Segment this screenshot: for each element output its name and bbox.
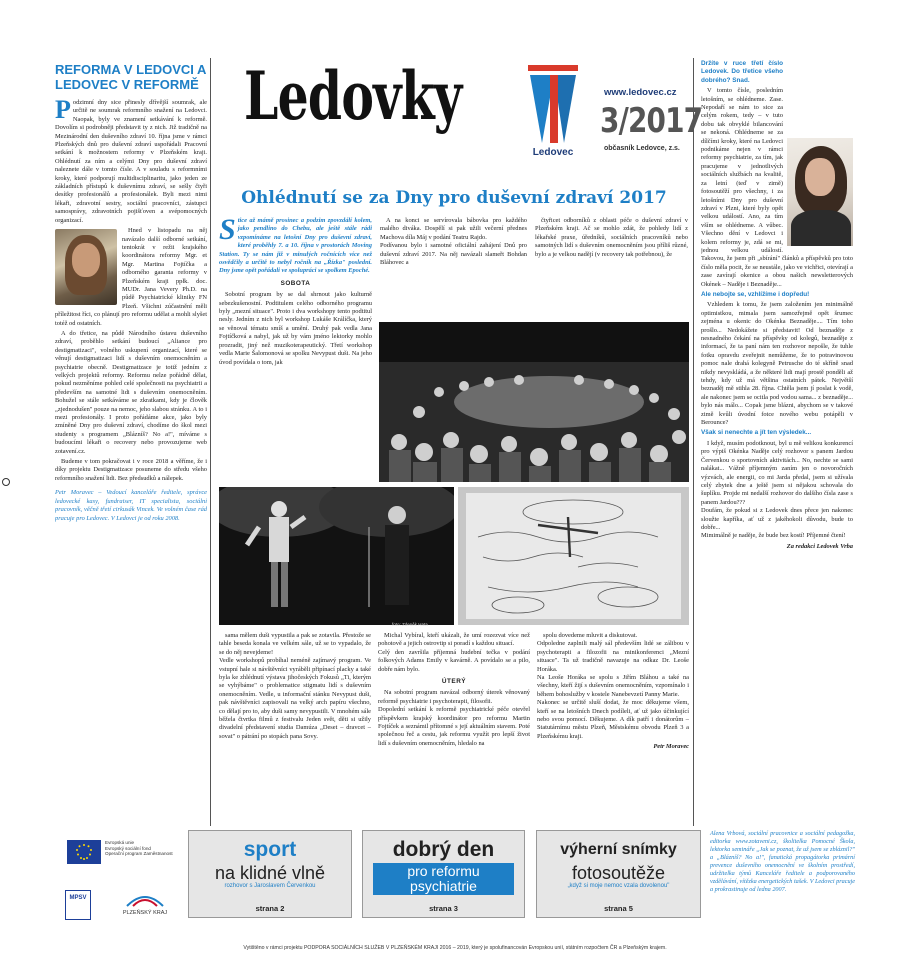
right-column: [701, 58, 853, 828]
article-column-5: [378, 632, 530, 824]
article-intro: tice až mámě prosinec a podzim zpovzdálí kolem, jako pendlino do Chebu, ale ještě stále rádi vzpomínáme na letošní Dny pro duševní zdraví, které proběhly 7. a 10. října v prostorách Moving Station. Ty se nám již v minulých ročnících více než osvědčily a určitě to nebyl ročník na „Řízka" poslední. Dny jsme opět pořádali ve spolupráci se spolkem Epoché.: [219, 217, 372, 275]
left-dropcap: P: [55, 95, 71, 124]
main-article-title: Ohlédnutí se za Dny pro duševní zdraví 2017: [241, 188, 667, 208]
message-board-photo: [458, 487, 689, 625]
article-col2-text: A na konci se servírovala bábovka pro každého malého diváka. Dospělí si pak užili večerní přednes Machova díla Máj v podání Teatru Rajdo. Podívanou bylo i samotné oficiální zahájení Dnů pro duševní zdraví 2017. Na něj navázali slameřt Bohdan Bláhovec a: [380, 217, 527, 267]
photo-credit: foto: Zdeněk Hata: [392, 622, 428, 627]
article-col5b-text: Na sobotní program navázal odborný úterek věnovaný reformě psychiatrie i psychoterapii, filosofii. Dopolední setkání k reformě psychiatrické péče otevřel příspěvkem krajský koordinátor pro reformu Martin Fojtíček a seznámil přítomné s její aktuálním stavem. Poté společnou řeč a cestu, jak reformu využít pro lepší život lidí s duševním onemocněním, hledalo na: [378, 689, 530, 747]
editor-photo: [787, 138, 853, 246]
eu-flag-icon: [67, 840, 101, 864]
left-paragraph-3: A do třetice, na půdě Národního ústavu duševního zdraví, proběhlo setkání budoucí „Aliance pro destigmatizaci", volného uskupení organizací, které se věnují destigmatizaci lidí s duševním onemocněním a psychiatrie obecně. Destigmatizace je totiž jedním z velkých projektů reformy. Reformu nelze pořádně dělat, pokud nezměníme pohled celé společnosti na psychiatrii a především na samotné lidi s duševním onemocněním. Bohužel se stále setkáváme se zkratkami, kdy je člověk „zjednodušen" pouze na nemoc, jeho slabou stránku. A to i mezi profesionály. I proto pořádáme akce, jako byly zmíněné Dny pro duševní zdraví, chodíme do škol mezi studenty s programem „Blázníš? No a!", míváme s budoucími lékaři o recovery nebo provozujeme web zotavení.cz.: [55, 329, 207, 455]
kraj-label: PLZEŇSKÝ KRAJ: [122, 910, 168, 916]
badge-word: Ledovec: [532, 147, 574, 158]
article-col5-text: Michal Vybíral, kteří ukázali, že umí rozezvat více než pohotově a jejich ostrovtip si poradí s každou situací. Celý den završila příjemná hudební tečka v podání folkových Adams Emily v kavárně. A povídalo se a pilo, dobře nám bylo.: [378, 632, 530, 673]
left-signature: Petr Moravec – Vedoucí kanceláře ředitele, správce ledovecké kasy, fundraiser, IT specialista, sociální pracovník, věčně třetí cirkusák Vincek. Ve volném čase rád pracuje pro Ledovec. V Ledovci je od roku 2008.: [55, 489, 207, 522]
article-dropcap: S: [219, 217, 236, 246]
article-signature: Petr Moravec: [653, 743, 689, 751]
left-paragraph-2: Hned v listopadu na něj navázalo další odborné setkání, tentokrát v režii krajského koordinátora reformy Mgr. et Mgr. Martina Fojtíčka a odborného garanta reformy v Plzeňském kraji ppłk. doc. MUDr. Jana Vevery Ph.D. na půdě Psychiatrické kliniky FN Plzeň. Všichni zúčastnění měli příležitost říci, co plánují pro reformu udělat a mohli slyšet totéž od ostatních.: [55, 227, 207, 327]
funding-notice: Vytištěno v rámci projektu PODPORA SOCIÁLNÍCH SLUŽEB V PLZEŇSKÉM KRAJI 2016 – 2019, který je spolufinancován Evropskou unií, státním rozpočtem ČR a Plzeňským krajem.: [243, 945, 667, 951]
right-subhead-3: Však si nenechte a jít ten výsledek...: [701, 429, 812, 437]
teaser-fotosoutez[interactable]: [536, 830, 701, 918]
teaser-fotosoutez-caption: „když si moje nemoc vzala dovolenou": [567, 883, 670, 889]
eu-funding-text: Evropská unie Evropský sociální fond Operační program Zaměstnanost: [105, 840, 173, 857]
editor-signature: Za redakci Ledovek Vrba: [786, 542, 853, 550]
teaser-fotosoutez-subtitle: fotosoutěže: [571, 863, 666, 883]
teaser-sport-subtitle: na klidné vlně: [214, 863, 326, 883]
footer: [55, 830, 855, 940]
author-photo: [55, 229, 117, 305]
registration-mark: [2, 478, 10, 486]
left-body: [55, 95, 207, 523]
right-paragraph-3: I když, musím podotknout, byl u mě velikou konkurencí pro výpiš Okénka Naděje celý rozhovor s panem Jardou Červenkou o sportovních aktivitách... No, nechte se sami nalákat... Vážně příjemným zaním jen o novoročních výzvách, ale energii, co mi Jarda předal, jsem si užívala celý zbytek dne a ještě jsem si nějakou schovala do šuplíku. Projde mi nedalší rozhovor do dalšího čísla zase s panem Jardou??? Doufám, že pokud si z Ledovek dnes přece jen nakonec sloužte kapříka, ať už z jakéhokoli důvodu, bude to dobře... Mimimálně je naděje, že bude bez kostí! Příjemné čtení!: [701, 439, 853, 540]
teaser-fotosoutez-page: strana 5: [604, 904, 633, 913]
right-paragraph-1: V tomto čísle, posledním letošním, se ohlédneme. Zase. Nepodaří se nám to sice za celým rokem, tedy – v tuto dobu tak obvyklé bilancování se nekoná. Ohlédneme se za dílčími kroky, které na Ledovci podnikáme nejen v rámci reformy psychiatrie, za tím, jak pracujeme v jednotlivých sociálních službách na kvalitě, za letní (teď v zimě) fotosoutěží pro všechny, i za letošními Dny pro duševní zdraví v Plzni, které byly opět velkou událostí. Ano, za tím vším se ohlédneme. A vůbec. Všechno dění v Ledovci i kolem reformy je, zdá se mi, jednou velkou událostí. Takovou, že jsem při „sbírání" článků a příspěvků pro toto číslo měla pocit, že se neustále, jako ve vichřici, otevírají a zase zavírají okenice a obou našich newsletterových Okének – Naděje i Beznaděje...: [701, 87, 853, 288]
teaser-dobry-den[interactable]: [362, 830, 525, 918]
stage-performers-photo: [219, 487, 454, 625]
left-paragraph-1: odzimní dny sice přinesly dřívější soumrak, ale určitě ne soumrak reformního snažení na Ledovci. Naopak, byly ve znamení setkávání k reformě. Dovolím si podrobněji představit ty z nich. Již tradičně na Mezinárodní den duševního zdraví 10. října jsme v rámci Plzeňských dnů pro duševní zdraví uspořádali Pracovní setkání k možnostem reformy v Plzeňském kraji. Ohlédnutí za ním a celými Dny pro duševní zdraví naleznete dále v tomto čísle. A v souladu s reformními kroky, které podporují multidisciplinaritu, jako jeden ze základních přístupů k duševnímu zdraví, se sešly čtyři desítky profesionálů a profesionálek. Byli mezi nimi lékaři, zdravotní sestry, sociální pracovníci, zástupci samosprávy, zdravotních pojišťoven a svépomocných organizací.: [55, 99, 207, 224]
article-column-4: [219, 632, 371, 824]
teaser-sport-caption: rozhovor s Jaroslavem Červenkou: [224, 883, 316, 889]
right-subhead-2: Ale nebojte se, vzhlížíme i dopředu!: [701, 290, 810, 298]
teaser-sport-title: sport: [243, 838, 297, 861]
teaser-dobry-den-title: dobrý den: [392, 838, 495, 861]
left-paragraph-4: Budeme v tom pokračovat i v roce 2018 a věříme, že i díky projektu Destigmatizace posuneme do středu všeho reformního snažení lidi. Bez předsudků a nálepek.: [55, 458, 207, 482]
newspaper-logo: Ledovky: [244, 57, 462, 135]
audience-photo: [379, 322, 689, 482]
article-column-1: [219, 217, 372, 484]
subhead-sobota: SOBOTA: [280, 279, 311, 287]
editor-bio: Alena Vrbová, sociální pracovnice a sociální pedagožka, editorka www.zotaveni.cz, školitelka Pomocné Škola, lektorka semináře „Jak se poznat, že už jsem se zbláznil?" a „Blázníš? No a!", fanatická propagátorka primární prevence duševního onemocnění ve školním prostředí, udržitelka týmů Kanceláře ředitele a podporovaného vzdělávání, vítězka energetických tašek. V Ledovci pracuje a prokrastinuje od ledna 2007.: [710, 830, 856, 893]
right-paragraph-2: Vzhledem k tomu, že jsem založením jen minimálně optimistkou, mimala jsem samozřejmě opět šrumec zejména u okenic do Okénka Beznaděje.... Tím toho prošlo... Nedokážete si představit! Od beznaděje z nesnadného čekání na příspěvky od kolegů, beznaděje z informací, že ta paní nám ten rozhovor nepošle, že tuhle fotku opravdu zveřejnit nemůžeme, že to potravinovou pomoc nale drahá kolegyně Petrusche do té skříně snad nikdy nevyskládá, a že některé lidi mají prostě ponděli až tehdy, kdy už má většina ostatních pátek. Největší beznaděj mě stihla 28. října. Chtěla jsem jí poslat k vodě, ale nakonec jsem se ocitla pod vodou sama... z beznaděje... bylo nás málo... Copak jsme blázni, abychom se v takové zimě kvůli úvodní fotce nového webu potápěli v Berounce?: [701, 301, 853, 427]
left-column: [55, 62, 207, 822]
article-col1-text: Sobotní program by se dal shrnout jako kulturně sebezkušenostní. Podtitulem celého odborného programu byly „mezní situace". Proto i dva workshopy tento podtitul nesly. Jedním z nich byl workshop Lukáše Králíčka, který se věnoval tématu smíš a umění. Druhý pak vedla Jana Fojtíčková a nabyl, jak už by vám jméno lektorky mohlo prozradit, jiný než muzikoterapeutický. Třetí workshop vedla Marie Šalomonová se spolku Nevypust duši. Na jeho úvod povídala o tom, jak: [219, 291, 372, 366]
issue-number: 3/2017: [600, 101, 703, 141]
teaser-sport[interactable]: [188, 830, 352, 918]
website-url[interactable]: www.ledovec.cz: [604, 87, 677, 98]
teaser-sport-page: strana 2: [255, 904, 285, 913]
teaser-dobry-den-subtitle: pro reformu psychiatrie: [373, 863, 514, 895]
ledovec-logo-icon: [524, 61, 582, 159]
masthead: [214, 55, 703, 175]
article-col3-text: čtyřicet odborníků z oblasti péče o duševní zdraví v Plzeňském kraji. Ač se mohlo zdát, že pohledy lidí z lékařské praxe, úředníků, sociálních pracovníků nebo samotných lidí s duševním onemocněním jsou příliš různé, bylo a je velkou nadějí (v recovery tak potřebnou), že: [535, 217, 688, 258]
column-divider-left: [210, 58, 211, 826]
plzensky-kraj-logo: [115, 892, 175, 922]
subhead-utery: ÚTERÝ: [441, 678, 467, 686]
article-col6-text: spolu dovedeme mluvit a diskutovat. Odpoledne zaplnili malý sál především lidé se zálibou v psychoterapii a filozofii na minikonferenci „Mezní situace". Ta už tradičně navazuje na odkaz Dr. Leoše Horáka. Na Leoše Horáka se spolu s Jiřím Bláhou a také na všechny, kteří žijí s duševním onemocněním, vzpomínalo i během bohoslužby v kostele Nanebevzetí Panny Marie. Nakonec se určitě sluší dodat, že moc děkujeme všem, kteří se na letošních Dnech podíleli, ať už jako účinkující nebo svou pomocí. Děkujeme. A dík patří i donátorům – Statutárnímu městu Plzeň, Městskému obvodu Plzeň 3 a Plzeňskému kraji.: [537, 632, 689, 740]
kraj-emblem-icon: [125, 892, 165, 908]
mpsv-logo: MPSV: [65, 890, 91, 920]
teaser-fotosoutez-title: výherní snímky: [560, 841, 677, 858]
publisher-line: občasník Ledovce, z.s.: [604, 145, 680, 152]
article-column-6: [537, 632, 689, 824]
teaser-dobry-den-page: strana 3: [429, 904, 458, 913]
article-col4-text: sama mělem duši vypustila a pak se zotavila. Přestože se tahle beseda konala ve velkém sále, už se to vypadalo, že se do něj nevejdeme! Vedle workshopů probíhal neméně zajímavý program. Ve vstupní hale si návštěvníci vyráběli připínací placky a také byla ke zhlédnutí výstava jihočeských Fokusů „Ti, kterým se vyhýbáme" o problematice stigmatu lidí s duševním onemocněním. Vedle, u informační stánku Nevypust duši, pak návštěvníci zapisovali na velký arch papíru všechno, co dělají pro to, aby duši samy nevypustili. V mnohém sále běžela čtvrtka filmů z festivalu Jeden svět, děti si užily divadelní představení studia Damúza „Deset – dravcet – sovat" o pátrání po stopách pana Sovy.: [219, 632, 371, 740]
article-column-2: [380, 217, 527, 317]
right-headline: Držíte v ruce třetí číslo Ledovek. Do třetice všeho dobrého? Snad.: [701, 60, 783, 84]
article-column-3: [535, 217, 688, 317]
left-headline: REFORMA V LEDOVCI A LEDOVEC V REFORMĚ: [55, 62, 206, 92]
